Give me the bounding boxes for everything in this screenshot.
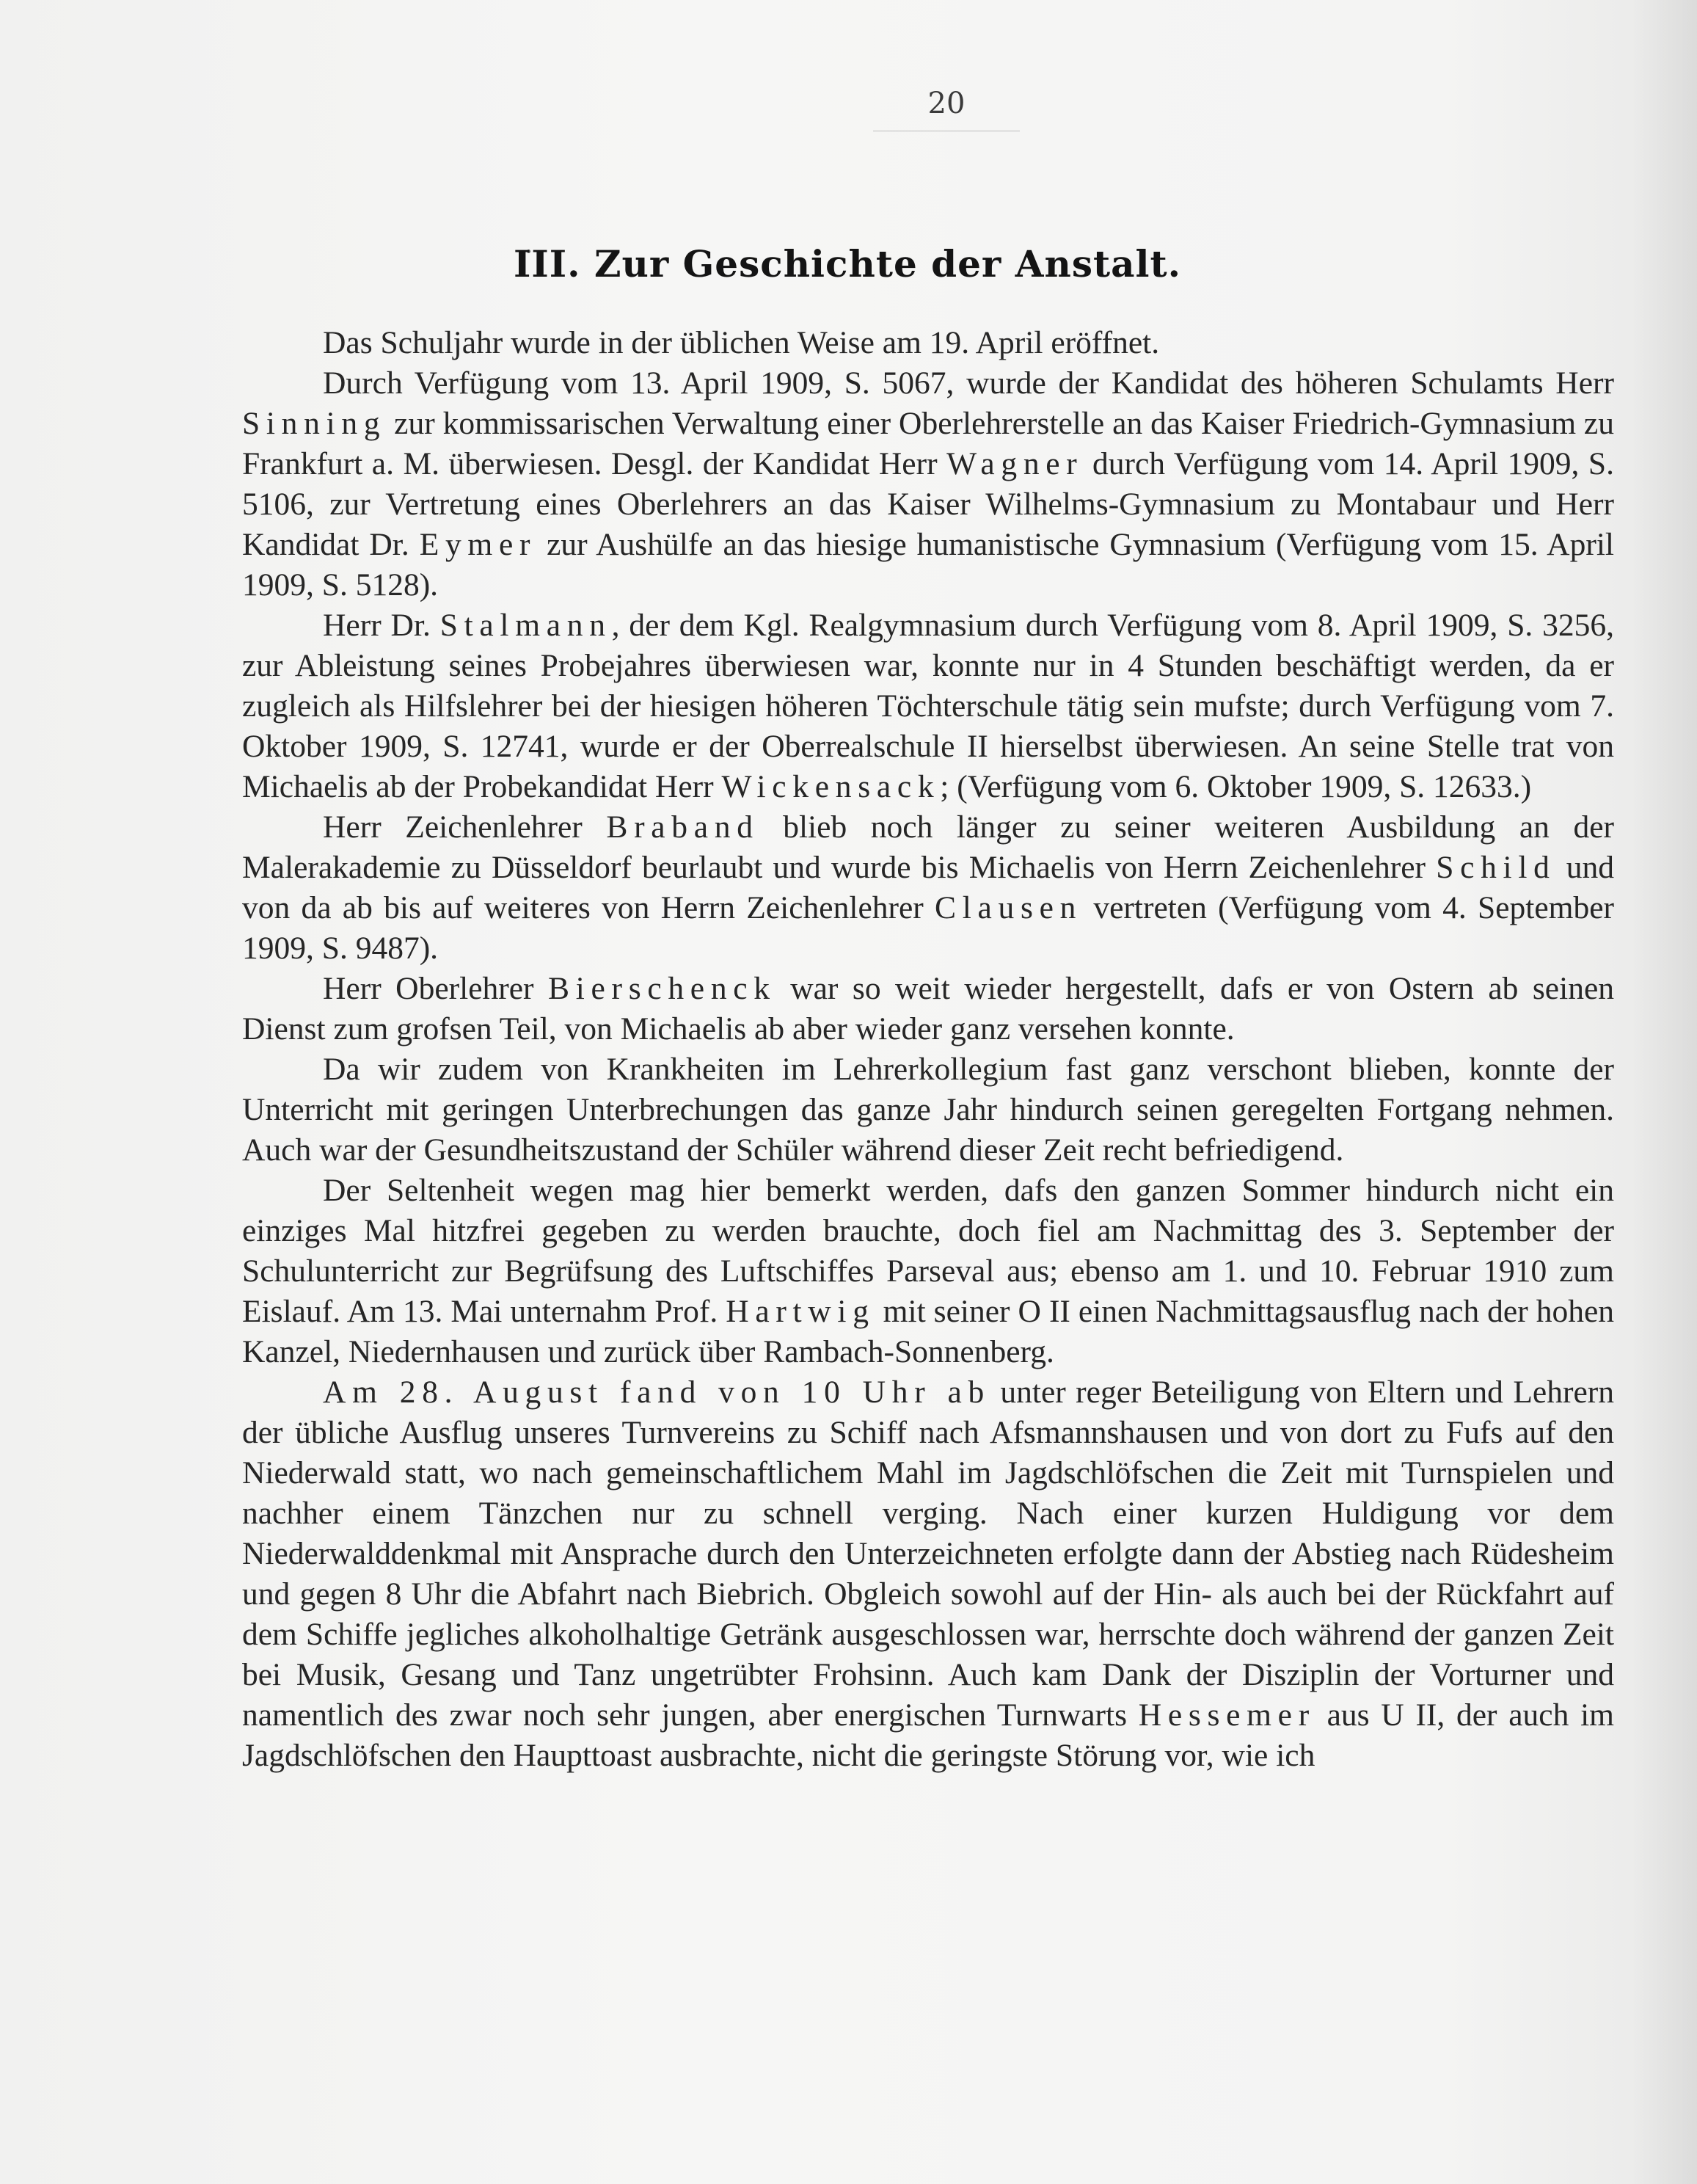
spaced-name: Hartwig: [726, 1294, 875, 1329]
spaced-name: Schild: [1436, 850, 1556, 885]
text-segment: vertreten (Verfügung vom 4. September 1909, S. 9487).: [242, 890, 1614, 966]
paragraph: [242, 363, 1614, 605]
text-segment: Da wir zudem von Krankheiten im Lehrerkollegium fast ganz verschont blieben, konnte der Unterricht mit geringen Unterbrechungen das ganze Jahr hindurch seinen geregelten Fortgang nehmen. Auch war der Gesundheitszustand der Schüler während dieser Zeit recht befriedigend.: [242, 1052, 1614, 1168]
section-heading: III. Zur Geschichte der Anstalt.: [514, 242, 1181, 285]
spaced-name: Clausen: [935, 890, 1083, 925]
text-segment: Das Schuljahr wurde in der üblichen Weise am 19. April eröffnet.: [323, 325, 1160, 360]
text-segment: blieb noch länger zu seiner weiteren Ausbildung an der Malerakademie zu Düsseldorf beurlaubt und wurde bis Michaelis von Herrn Zeichenlehrer: [242, 809, 1614, 885]
spaced-name: Wickensack: [721, 769, 941, 804]
paragraph: [242, 1049, 1614, 1171]
spaced-name: Bierschenck: [548, 971, 776, 1006]
text-segment: Durch Verfügung vom 13. April 1909, S. 5067, wurde der Kandidat des höheren Schulamts Herr: [323, 365, 1614, 401]
text-segment: Herr Dr.: [323, 608, 440, 643]
spaced-name: Stalmann: [439, 608, 612, 643]
text-segment: aus U II, der auch im Jagdschlöfschen den Haupttoast ausbrachte, nicht die geringste Störung vor, wie ich: [242, 1697, 1615, 1773]
spaced-name: Eymer: [419, 527, 537, 562]
text-segment: Herr Zeichenlehrer: [323, 809, 607, 845]
text-segment: ; (Verfügung vom 6. Oktober 1909, S. 12633.): [940, 769, 1532, 804]
spaced-name: Wagner: [946, 446, 1084, 481]
page-number: 20: [927, 87, 966, 120]
text-segment: und von da ab bis auf weiteres von Herrn Zeichenlehrer: [242, 850, 1615, 925]
paragraph: [242, 807, 1614, 969]
spaced-name: Hessemer: [1138, 1697, 1315, 1733]
text-segment: war so weit wieder hergestellt, dafs er von Ostern ab seinen Dienst zum grofsen Teil, von Michaelis ab aber wieder ganz versehen konnte.: [242, 971, 1615, 1046]
page-edge-shading: [1631, 0, 1697, 2184]
text-segment: Herr Oberlehrer: [323, 971, 549, 1006]
paragraph: [242, 323, 1614, 363]
text-segment: Der Seltenheit wegen mag hier bemerkt werden, dafs den ganzen Sommer hindurch nicht ein einziges Mal hitzfrei gegeben zu werden brauchte, doch fiel am Nachmittag des 3. September der Schulunterricht zur Begrüfsung des Luftschiffes Parseval aus; ebenso am 1. und 10. Februar 1910 zum Eislauf. Am 13. Mai unternahm Prof.: [242, 1173, 1614, 1329]
body-text: [242, 323, 1614, 1776]
spaced-name: Am 28. August fand von 10 Uhr ab: [323, 1375, 990, 1410]
paragraph: [242, 1171, 1614, 1372]
text-segment: durch Verfügung vom 14. April 1909, S. 5106, zur Vertretung eines Oberlehrers an das Kaiser Wilhelms-Gymnasium zu Montabaur und Herr Kandidat Dr.: [242, 446, 1614, 562]
text-segment: mit seiner O II einen Nachmittagsausflug nach der hohen Kanzel, Niedernhausen und zurück über Rambach-Sonnenberg.: [242, 1294, 1614, 1369]
paragraph: [242, 605, 1614, 807]
text-segment: zur Aushülfe an das hiesige humanistische Gymnasium (Verfügung vom 15. April 1909, S. 5128).: [242, 527, 1614, 603]
text-segment: unter reger Beteiligung von Eltern und Lehrern der übliche Ausflug unseres Turnvereins zu Schiff nach Afsmannshausen und von dort zu Fufs auf den Niederwald statt, wo nach gemeinschaftlichem Mahl im Jagdschlöfschen die Zeit mit Turnspielen und nachher einem Tänzchen nur zu schnell verging. Nach einer kurzen Huldigung vor dem Niederwalddenkmal mit Ansprache durch den Unterzeichneten erfolgte dann der Abstieg nach Rüdesheim und gegen 8 Uhr die Abfahrt nach Biebrich. Obgleich sowohl auf der Hin- als auch bei der Rückfahrt auf dem Schiffe jegliches alkoholhaltige Getränk ausgeschlossen war, herrschte doch während der ganzen Zeit bei Musik, Gesang und Tanz ungetrübter Frohsinn. Auch kam Dank der Disziplin der Vorturner und namentlich des zwar noch sehr jungen, aber energischen Turnwarts: [242, 1375, 1614, 1733]
text-segment: , der dem Kgl. Realgymnasium durch Verfügung vom 8. April 1909, S. 3256, zur Ableistung seines Probejahres überwiesen war, konnte nur in 4 Stunden beschäftigt werden, da er zugleich als Hilfslehrer bei der hiesigen höheren Töchterschule tätig sein mufste; durch Verfügung vom 7. Oktober 1909, S. 12741, wurde er der Oberrealschule II hierselbst überwiesen. An seine Stelle trat von Michaelis ab der Probekandidat Herr: [242, 608, 1614, 804]
spaced-name: Sinning: [242, 406, 387, 441]
paragraph: [242, 969, 1614, 1049]
spaced-name: Braband: [606, 809, 759, 845]
text-segment: zur kommissarischen Verwaltung einer Oberlehrerstelle an das Kaiser Friedrich-Gymnasium zu Frankfurt a. M. überwiesen. Desgl. der Kandidat Herr: [242, 406, 1614, 481]
paragraph: [242, 1372, 1614, 1776]
